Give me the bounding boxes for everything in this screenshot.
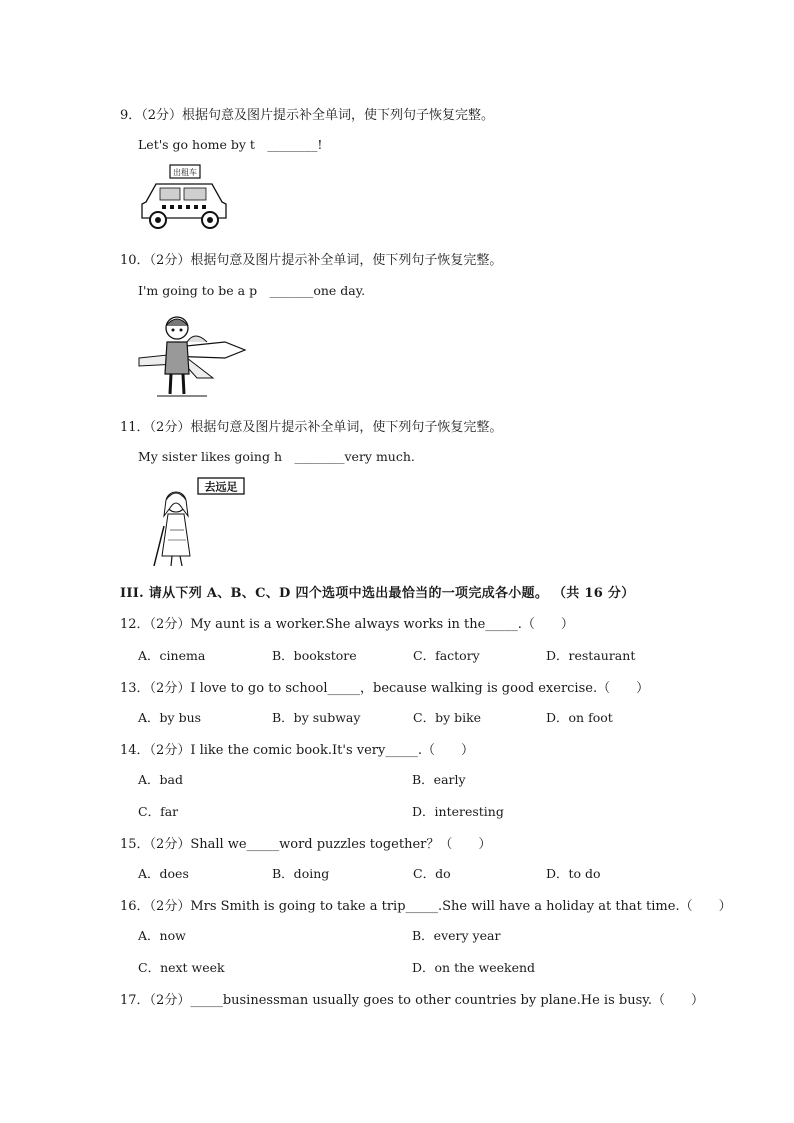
question-13-option-d[interactable]: D．on foot [546,710,613,725]
question-14-option-b[interactable]: B．early [412,772,466,787]
question-15-option-d[interactable]: D．to do [546,866,601,881]
question-10-sentence: I'm going to be a p _______one day. [138,283,366,298]
question-16-option-a[interactable]: A．now [138,928,186,943]
question-12-option-d[interactable]: D．restaurant [546,648,636,663]
question-9-sentence: Let's go home by t ________! [138,137,323,152]
taxi-illustration [138,160,230,232]
question-15-option-c[interactable]: C．do [413,866,451,881]
question-9-label: 9．（2分）根据句意及图片提示补全单词，使下列句子恢复完整。 [120,108,495,123]
question-13-option-b[interactable]: B．by subway [272,710,361,725]
question-13-option-c[interactable]: C．by bike [413,710,482,725]
section-3-title: III. 请从下列 A、B、C、D 四个选项中选出最恰当的一项完成各小题。 （共 16 分） [120,586,635,601]
question-12-option-c[interactable]: C．factory [413,648,480,663]
pilot-illustration [137,308,247,400]
question-15-option-b[interactable]: B．doing [272,866,330,881]
question-16-stem: 16．（2分）Mrs Smith is going to take a trip_____.She will have a holiday at that time.（ ） [120,899,732,914]
question-16-option-b[interactable]: B．every year [412,928,501,943]
question-16-option-d[interactable]: D．on the weekend [412,960,536,975]
taxi-sign-text: 出租车 [173,168,197,177]
question-14-option-d[interactable]: D．interesting [412,804,504,819]
hiking-sign-text: 去远足 [204,480,238,494]
question-11-label: 11．（2分）根据句意及图片提示补全单词，使下列句子恢复完整。 [120,420,503,435]
question-14-option-a[interactable]: A．bad [138,772,183,787]
question-12-option-a[interactable]: A．cinema [138,648,206,663]
question-15-option-a[interactable]: A．does [138,866,189,881]
question-14-option-c[interactable]: C．far [138,804,179,819]
question-13-option-a[interactable]: A．by bus [138,710,202,725]
question-12-stem: 12．（2分）My aunt is a worker.She always works in the_____.（ ） [120,617,574,632]
question-14-stem: 14．（2分）I like the comic book.It's very_____.（ ） [120,743,474,758]
question-12-option-b[interactable]: B．bookstore [272,648,357,663]
question-16-option-c[interactable]: C．next week [138,960,225,975]
question-17-stem: 17．（2分）_____businessman usually goes to other countries by plane.He is busy.（ ） [120,993,704,1008]
question-15-stem: 15．（2分）Shall we_____word puzzles together？（ ） [120,837,492,852]
question-10-label: 10．（2分）根据句意及图片提示补全单词，使下列句子恢复完整。 [120,253,503,268]
question-13-stem: 13．（2分）I love to go to school_____，because walking is good exercise.（ ） [120,681,650,696]
hiking-girl-illustration [142,476,250,568]
question-11-sentence: My sister likes going h ________very much. [138,449,415,464]
